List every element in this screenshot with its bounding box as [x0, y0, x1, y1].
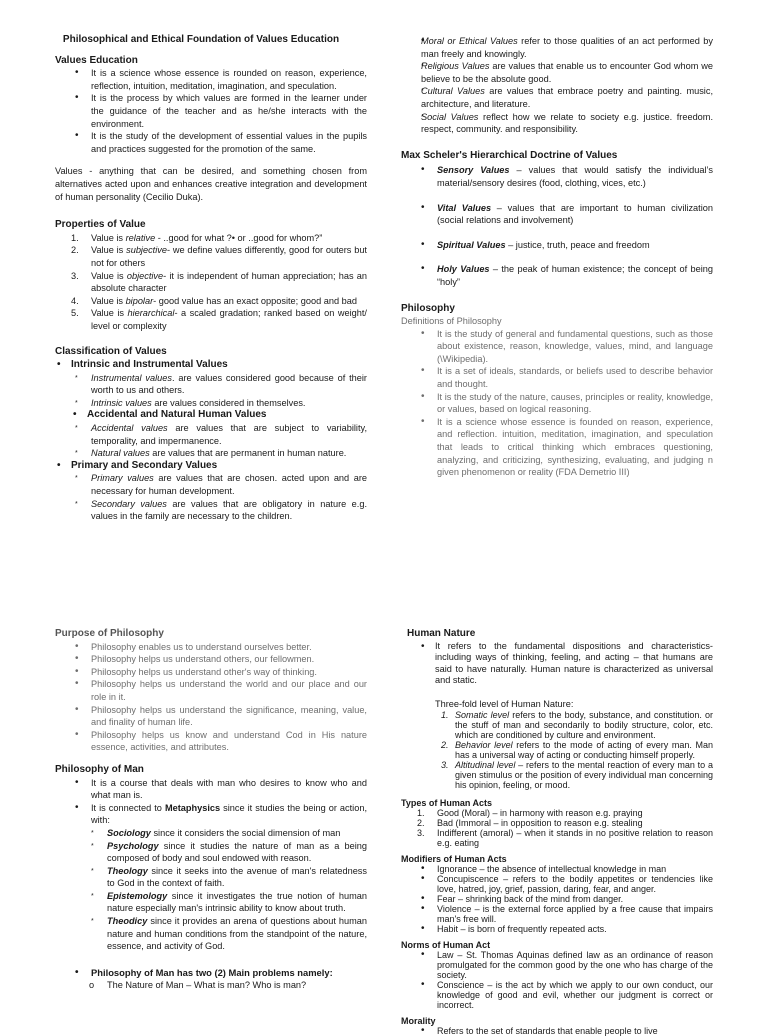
list-item: • Habit – is born of frequently repeated acts.: [401, 924, 713, 934]
page-title: Philosophical and Ethical Foundation of Values Education: [62, 34, 340, 45]
values-education-heading: Values Education: [55, 54, 138, 66]
list-item: 3. Indifferent (amoral) – when it stands in no positive relation to reason e.g. eating: [417, 827, 713, 848]
bottom-left-column: [55, 628, 367, 992]
group-title: • Primary and Secondary Values: [55, 460, 367, 473]
threefold-label: Three-fold level of Human Nature:: [435, 698, 574, 709]
scheler-list: [401, 164, 713, 288]
top-left-column: [55, 34, 367, 523]
list-item: 1. Somatic level refers to the body, substance, and constitution. or the stuff of man and secondarily to bodily structure, color, etc. which are conditioned by culture and environment.: [441, 709, 713, 740]
list-item: * Social Values reflect how we relate to society e.g. justice. freedom. respect, community. and responsibility.: [401, 111, 713, 136]
problems-heading: • Philosophy of Man has two (2) Main problems namely:: [55, 967, 367, 980]
philosophy-subheading: Definitions of Philosophy: [401, 316, 502, 327]
list-item: • It is a science whose essence is founded on reason, experience, and reflection. intuition, meditation, imagination, and speculation that leads to critical thinking which embraces questioning, analyzing, and criticizing, synthesizing, evaluating, and judging n given phenomenon or reality (FDA Demetrio III): [401, 416, 713, 479]
norms-list: [401, 950, 713, 1010]
value-types-list: [401, 35, 713, 136]
list-item: • Moral or Ethical Values refer to those qualities of an act performed by man freely and knowingly.: [401, 35, 713, 60]
list-item: • It is connected to Metaphysics since it studies the being or action, with:: [55, 802, 367, 827]
list-item: • It is a course that deals with man who desires to know who and what man is.: [55, 777, 367, 802]
types-list: [401, 808, 713, 848]
list-item: * Epistemology since it investigates the true notion of human nature especially man's intrinsic ability to know about truth.: [71, 890, 367, 915]
list-item: • Philosophy helps us understand others, our fellowmen.: [55, 653, 367, 666]
circle-bullet-icon: o: [89, 980, 95, 991]
list-item: 2. Bad (Immoral – in opposition to reason e.g. stealing: [417, 817, 643, 828]
list-item: • Philosophy helps us understand the world and our place and our role in it.: [55, 678, 367, 703]
list-item: • Holy Values – the peak of human existence; the concept of being “holy”: [401, 263, 713, 288]
modifiers-heading: Modifiers of Human Acts: [401, 853, 507, 864]
list-item: * Sociology since it considers the social dimension of man: [71, 827, 367, 840]
list-item: 1. Good (Moral) – in harmony with reason e.g. praying: [417, 807, 643, 818]
philosophy-heading: Philosophy: [401, 302, 455, 314]
group-title: • Accidental and Natural Human Values: [71, 409, 367, 422]
list-item: * Intrinsic values are values considered in themselves.: [55, 397, 367, 410]
bottom-right-column: [401, 628, 713, 1036]
norms-heading: Norms of Human Act: [401, 939, 491, 950]
group-title: • Intrinsic and Instrumental Values: [55, 359, 367, 372]
list-item: * Theodicy since it provides an arena of questions about human nature and human conditions from the standpoint of the nature, essence, and activity of God.: [71, 915, 367, 953]
list-item: • It is the process by which values are formed in the learner under the guidance of the teacher and as he/she interacts with the environment.: [55, 92, 367, 130]
list-item: • Philosophy helps us know and understand Cod in His nature essence, activities, and attributes.: [55, 729, 367, 754]
scheler-heading: Max Scheler's Hierarchical Doctrine of Values: [401, 149, 618, 161]
list-item: • Spiritual Values – justice, truth, peace and freedom: [401, 239, 713, 252]
list-item: * Religious Values are values that enable us to encounter God whom we believe to be the absolute good.: [401, 60, 713, 85]
list-item: o The Nature of Man – What is man? Who is man?: [89, 980, 307, 991]
values-definition: Values - anything that can be desired, and something chosen from alternatives acted upon and enhances creative integration and development of human personality (Cecilio Duka).: [55, 166, 367, 202]
philosophy-of-man-heading: Philosophy of Man: [55, 763, 144, 775]
list-item: 4. Value is bipolar- good value has an exact opposite; good and bad: [71, 295, 357, 306]
list-item: * Natural values are values that are permanent in human nature.: [55, 447, 367, 460]
list-item: 2. Value is subjective- we define values differently, good for outers but not for others: [71, 245, 367, 268]
list-item: 3. Value is objective- it is independent of human appreciation; has an absolute character: [71, 270, 367, 294]
list-item: • Philosophy helps us understand the significance, meaning, value, and finality of human life.: [55, 704, 367, 729]
list-item: • It is the study of general and fundamental questions, such as those about existence, reason, knowledge, values, mind, and language (\Wikipedia).: [401, 328, 713, 366]
list-item: • Fear – shrinking back of the mind from danger.: [401, 894, 713, 904]
list-item: * Theology since it seeks into the avenue of man's relatedness to God in the context of faith.: [71, 865, 367, 890]
list-item: • Sensory Values – values that would satisfy the individual’s material/sensory desires (food, clothing, vices, etc.): [401, 164, 713, 189]
list-item: • It refers to the fundamental dispositions and characteristics-including ways of thinking, feeling, and acting – that humans are said to have naturally. Human nature is characterized as universal and static.: [419, 641, 713, 687]
list-item: • Conscience – is the act by which we apply to our own conduct, our knowledge of good and evil, whether our judgment is correct or incorrect.: [401, 980, 713, 1010]
list-item: • Vital Values – values that are important to human civilization (social relations and involvement): [401, 202, 713, 227]
list-item: • Philosophy helps us understand other's way of thinking.: [55, 666, 367, 679]
morality-heading: Morality: [401, 1015, 436, 1026]
human-nature-heading: Human Nature: [407, 628, 476, 639]
list-item: • It is a set of ideals, standards, or beliefs used to describe behavior and thought.: [401, 365, 713, 390]
list-item: * Accidental values are values that are subject to variability, temporality, and impermanence.: [55, 422, 367, 447]
list-item: 1. Value is relative - ..good for what ?• or ..good for whom?”: [71, 232, 323, 243]
list-item: • Ignorance – the absence of intellectual knowledge in man: [401, 864, 713, 874]
properties-heading: Properties of Value: [55, 219, 146, 231]
list-item: • Violence – is the external force applied by a free cause that impairs man's free will.: [401, 904, 713, 924]
classification-groups: [55, 359, 367, 523]
list-item: * Cultural Values are values that embrace poetry and painting. music, architecture, and literature.: [401, 85, 713, 110]
purpose-list: [55, 641, 367, 754]
values-education-list: [55, 67, 367, 155]
top-right-column: [401, 35, 713, 479]
list-item: 5. Value is hierarchical- a scaled gradation; ranked based on weight/ level or complexity: [71, 308, 367, 331]
list-item: • It is the study of the development of essential values in the pupils and practices suggested for the promotion of the same.: [55, 130, 367, 155]
list-item: • Philosophy enables us to understand ourselves better.: [55, 641, 367, 654]
list-item: * Instrumental values. are values considered good because of their worth to us and others.: [55, 372, 367, 397]
list-item: • Concupiscence – refers to the bodily appetites or tendencies like love, hatred, joy, grief, passion, daring, fear, and anger.: [401, 874, 713, 894]
list-item: • It is the study of the nature, causes, principles or reality, knowledge, or values, based on logical reasoning.: [401, 391, 713, 416]
list-item: 3. Altitudinal level – refers to the mental reaction of every man to a given stimulus or the position of every individual man concerning his opinion, feeling, or mood.: [441, 759, 713, 790]
list-item: * Psychology since it studies the nature of man as a being composed of body and soul endowed with reason.: [71, 840, 367, 865]
threefold-list: [435, 710, 713, 790]
properties-list: [55, 232, 367, 333]
branches-list: [55, 827, 367, 953]
list-item: 2. Behavior level refers to the mode of acting of every man. Man has a universal way of acting or conducting himself properly.: [441, 739, 713, 760]
types-heading: Types of Human Acts: [401, 797, 493, 808]
modifiers-list: [401, 864, 713, 934]
classification-heading: Classification of Values: [55, 346, 167, 358]
list-item: • Law – St. Thomas Aquinas defined law as an ordinance of reason promulgated for the common good by the one who has charge of the society.: [401, 950, 713, 980]
list-item: * Primary values are values that are chosen. acted upon and are necessary for human development.: [55, 472, 367, 497]
purpose-heading: Purpose of Philosophy: [55, 628, 164, 639]
list-item: • It is a science whose essence is rounded on reason, experience, reflection, intuition, meditation, imagination, and speculation.: [55, 67, 367, 92]
list-item: * Secondary values are values that are obligatory in nature e.g. values in the family are necessary to the children.: [55, 498, 367, 523]
philosophy-definitions-list: [401, 328, 713, 479]
list-item: • Refers to the set of standards that enable people to live: [401, 1026, 713, 1036]
